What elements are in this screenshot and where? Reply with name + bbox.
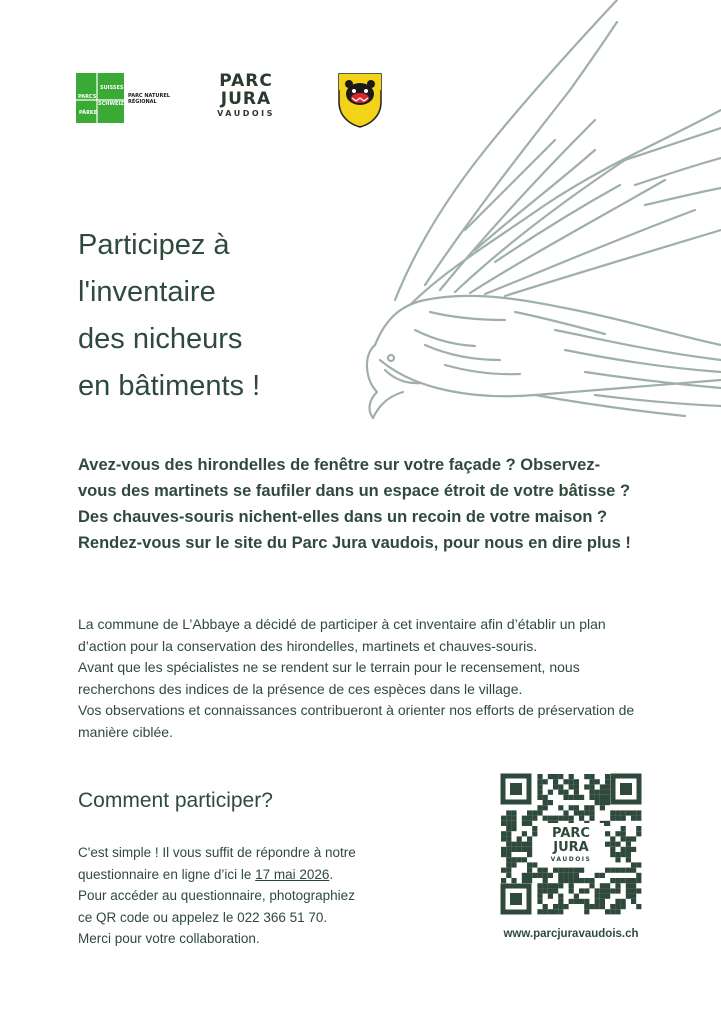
parcs-suisses-caption: [128, 93, 170, 105]
caption-line: PARC NATUREL: [128, 93, 170, 99]
body-paragraph: La commune de L’Abbaye a décidé de participer à cet inventaire afin d’établir un plan d’action pour la conservation des hirondelles, martinets et chauves-souris.: [78, 616, 606, 654]
how-line: Pour accéder au questionnaire, photographiez: [78, 888, 355, 903]
parcs-suisses-logo: [76, 73, 168, 123]
parcs-suisses-logo-mark: [76, 73, 132, 123]
caption-line: RÉGIONAL: [128, 99, 157, 105]
body-text: [78, 614, 638, 743]
body-paragraph: Avant que les spécialistes ne se rendent sur le terrain pour le recensement, nous recherchons des indices de la présence de ces espèces dans le village.: [78, 659, 580, 697]
title-line: Participez à: [78, 229, 230, 261]
how-line: [78, 864, 438, 886]
title-line: en bâtiments !: [78, 370, 261, 402]
qr-logo-vaudois: VAUDOIS: [550, 856, 592, 863]
logo-word: SCHWEIZER: [98, 101, 132, 107]
how-line-part: .: [329, 866, 334, 882]
cross-divider-icon: [76, 73, 124, 123]
qr-logo-parc: PARC: [552, 826, 590, 841]
logo-parc: PARC: [219, 71, 273, 91]
how-to-participate-text: [78, 842, 438, 950]
intro-paragraph: Avez-vous des hirondelles de fenêtre sur votre façade ? Observez-vous des martinets se faufiler dans un espace étroit de votre bâtisse ? Des chauves-souris nichent-elles dans un recoin de votre maison ? Rendez-vous sur le site du Parc Jura vaudois, pour nous en dire plus !: [78, 456, 631, 552]
logo-vaudois: VAUDOIS: [217, 109, 275, 118]
website-url[interactable]: www.parcjuravaudois.ch: [503, 928, 639, 940]
title-line: des nicheurs: [78, 323, 243, 355]
logo-word: PÄRKE: [79, 110, 98, 116]
how-to-participate-heading: Comment participer?: [78, 789, 273, 812]
parc-jura-vaudois-logo: [210, 72, 282, 126]
logo-word: PARCS: [78, 94, 97, 100]
how-line-part: questionnaire en ligne d’ici le: [78, 866, 256, 882]
body-paragraph: Vos observations et connaissances contribueront à orienter nos efforts de préservation de manière ciblée.: [78, 702, 635, 740]
swallow-illustration: [355, 0, 721, 420]
how-line: ce QR code ou appelez le 022 366 51 70.: [78, 909, 328, 925]
title-line: l'inventaire: [78, 276, 216, 308]
qr-logo-jura: JURA: [553, 840, 589, 855]
logo-word: SUISSES: [100, 85, 124, 91]
how-line: C'est simple ! Il vous suffit de répondre à notre: [78, 845, 356, 860]
page-title: [78, 222, 398, 410]
how-line: Merci pour votre collaboration.: [78, 931, 260, 946]
qr-code[interactable]: [500, 773, 642, 915]
logo-jura: JURA: [220, 89, 272, 109]
deadline-date: 17 mai 2026: [255, 866, 330, 882]
